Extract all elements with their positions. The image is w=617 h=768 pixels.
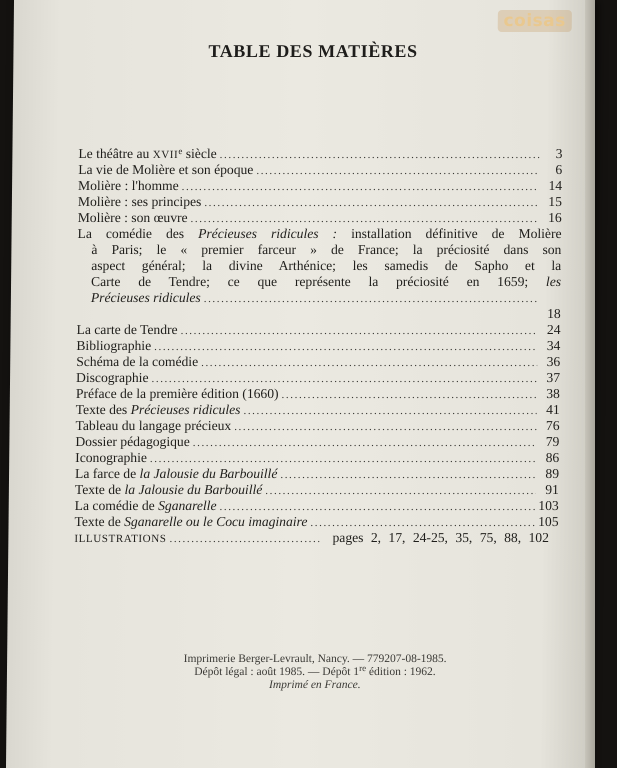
toc-illustrations: ILLUSTRATIONS ..... pages 2, 17, 24-25, 35, 75, 88, 102 [74, 530, 558, 546]
leader-dots [191, 211, 539, 227]
page-number: 37 [546, 370, 561, 385]
toc-entry: La comédie de Sganarelle ..... 103 [75, 498, 559, 514]
leader-dots [150, 451, 536, 467]
toc-entry: Dossier pédagogique ..... 79 [75, 434, 559, 450]
page-edge [585, 0, 595, 768]
leader-dots [243, 403, 536, 419]
book-page [6, 0, 594, 768]
leader-dots [201, 355, 537, 371]
page-number: 24 [546, 322, 561, 337]
page-number: 3 [555, 146, 563, 161]
toc-entry: Bibliographie ..... 34 [76, 338, 560, 354]
toc-entry: Molière : l'homme ..... 14 [78, 178, 562, 194]
leader-dots [181, 323, 538, 339]
page-number: 91 [545, 482, 559, 497]
leader-dots [151, 371, 537, 387]
toc-entry: Texte de Sganarelle ou le Cocu imaginaire ..... 105 [74, 514, 558, 530]
page-title: TABLE DES MATIÈRES [208, 41, 418, 61]
leader-dots [193, 435, 537, 451]
leader-dots [182, 179, 540, 195]
leader-dots [234, 419, 536, 435]
leader-dots [219, 499, 535, 515]
table-of-contents [74, 146, 562, 546]
illustration-pages: pages 2, 17, 24-25, 35, 75, 88, 102 [332, 530, 550, 545]
toc-entry: Texte des Précieuses ridicules ..... 41 [76, 402, 560, 418]
page-number: 38 [546, 386, 560, 401]
toc-entry: La farce de la Jalousie du Barbouillé ..... 89 [75, 466, 559, 482]
printer-imprint: Imprimerie Berger-Levrault, Nancy. — 779207-08-1985. Dépôt légal : août 1985. — Dépôt 1re édition : 1962. Imprimé en France. [183, 653, 447, 691]
page-number: 14 [548, 178, 563, 193]
toc-entry: Iconographie ..... 86 [75, 450, 559, 466]
toc-entry: Le théâtre au XVIIe siècle ..... 3 [78, 146, 562, 162]
page-number: 6 [555, 162, 563, 177]
leader-dots [220, 147, 540, 163]
leader-dots [154, 339, 537, 355]
toc-entry: La carte de Tendre ..... 24 [76, 322, 560, 338]
toc-entry: Discographie ..... 37 [76, 370, 560, 386]
toc-entry: Texte de la Jalousie du Barbouillé ..... 91 [75, 482, 559, 498]
leader-dots [204, 291, 538, 307]
page-number: 86 [545, 450, 560, 465]
page-number: 34 [546, 338, 561, 353]
leader-dots [169, 531, 319, 547]
toc-entry: Molière : ses principes ..... 15 [78, 194, 562, 210]
toc-entry: Molière : son œuvre ..... 16 [78, 210, 562, 226]
page-number: 16 [548, 210, 562, 225]
leader-dots [265, 483, 536, 499]
page-number: 89 [545, 466, 560, 481]
toc-entry: Schéma de la comédie ..... 36 [76, 354, 560, 370]
leader-dots [281, 387, 536, 403]
page-number: 18 [547, 306, 561, 321]
leader-dots [204, 195, 539, 211]
page-number: 76 [545, 418, 560, 433]
leader-dots [310, 515, 535, 531]
leader-dots [280, 467, 536, 483]
page-number: 15 [548, 194, 562, 209]
watermark-logo: coisas [497, 10, 572, 32]
toc-entry-paragraph: La comédie des Précieuses ridicules : installation définitive de Molière à Paris; le « premier farceur » de France; la préciosité dans son aspect général; la divine Arthénice; les samedis de Sapho et la Carte de Tendre; ce que représente la préciosité en 1659; les Précieuses ridicules ..... 18 [77, 226, 562, 322]
page-number: 79 [545, 434, 560, 449]
page-number: 103 [538, 498, 559, 513]
toc-entry: La vie de Molière et son époque ..... 6 [78, 162, 562, 178]
page-number: 36 [546, 354, 561, 369]
toc-entry: Tableau du langage précieux ..... 76 [75, 418, 559, 434]
page-number: 41 [546, 402, 560, 417]
toc-entry: Préface de la première édition (1660) ..... 38 [76, 386, 560, 402]
leader-dots [256, 163, 539, 179]
page-number: 105 [538, 514, 559, 529]
